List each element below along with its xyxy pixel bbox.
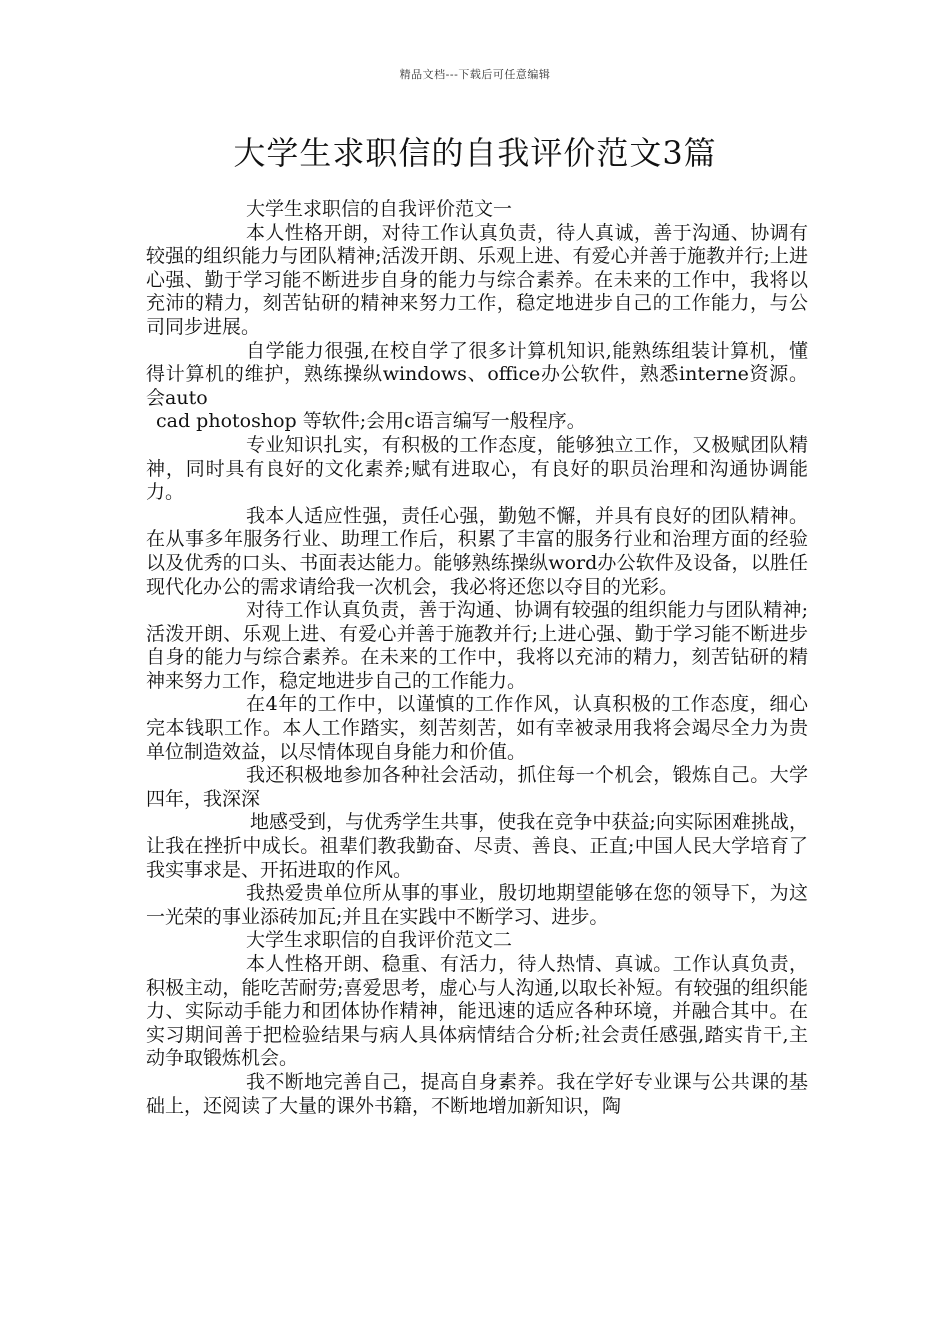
paragraph-continuation: cad photoshop 等软件;会用c语言编写一般程序。 [156, 410, 586, 433]
paragraph: 我本人适应性强，责任心强，勤勉不懈，并具有良好的团队精神。在从事多年服务行业、助理工作后，积累了丰富的服务行业和治理方面的经验以及优秀的口头、书面表达能力。能够熟练操纵word办公软件及设备，以胜任现代化办公的需求请给我一次机会，我必将还您以夺目的光彩。 [146, 504, 808, 598]
paragraph: 我不断地完善自己，提高自身素养。我在学好专业课与公共课的基础上，还阅读了大量的课外书籍，不断地增加新知识，陶 [146, 1070, 808, 1117]
paragraph: 我热爱贵单位所从事的事业，殷切地期望能够在您的领导下，为这一光荣的事业添砖加瓦;并且在实践中不断学习、进步。 [146, 882, 808, 928]
paragraph: 本人性格开朗，对待工作认真负责，待人真诚，善于沟通、协调有较强的组织能力与团队精神;活泼开朗、乐观上进、有爱心并善于施教并行;上进心强、勤于学习能不断进步自身的能力与综合素养。在未来的工作中，我将以充沛的精力，刻苦钻研的精神来努力工作，稳定地进步自己的工作能力，与公司同步进展。 [146, 221, 808, 338]
paragraph: 在4年的工作中，以谨慎的工作作风，认真积极的工作态度，细心完本钱职工作。本人工作踏实，刻苦刻苦，如有幸被录用我将会竭尽全力为贵单位制造效益，以尽情体现自身能力和价值。 [146, 693, 808, 763]
paragraph: 专业知识扎实，有积极的工作态度，能够独立工作，又极赋团队精神，同时具有良好的文化素养;赋有进取心，有良好的职员治理和沟通协调能力。 [146, 433, 808, 504]
section-heading: 大学生求职信的自我评价范文二 [246, 929, 513, 952]
document-body [146, 198, 808, 1118]
paragraph-continuation: 地感受到，与优秀学生共事，使我在竞争中获益;向实际困难挑战，让我在挫折中成长。祖辈们教我勤奋、尽责、善良、正直;中国人民大学培育了我实事求是、开拓进取的作风。 [146, 811, 808, 881]
paragraph: 我还积极地参加各种社会活动，抓住每一个机会，锻炼自己。大学四年，我深深 [146, 764, 808, 810]
document-title: 大学生求职信的自我评价范文3篇 [233, 134, 717, 172]
header-note: 精品文档---下载后可任意编辑 [399, 68, 551, 81]
paragraph: 本人性格开朗、稳重、有活力，待人热情、真诚。工作认真负责，积极主动，能吃苦耐劳;喜爱思考，虚心与人沟通,以取长补短。有较强的组织能力、实际动手能力和团体协作精神，能迅速的适应各种环境，并融合其中。在实习期间善于把检验结果与病人具体病情结合分析;社会责任感强,踏实肯干,主动争取锻炼机会。 [146, 953, 808, 1070]
section-heading: 大学生求职信的自我评价范文一 [246, 198, 513, 220]
paragraph: 自学能力很强,在校自学了很多计算机知识,能熟练组装计算机，懂得计算机的维护，熟练操纵windows、office办公软件，熟悉interne资源。会auto [146, 339, 808, 409]
paragraph: 对待工作认真负责，善于沟通、协调有较强的组织能力与团队精神;活泼开朗、乐观上进、有爱心并善于施教并行;上进心强、勤于学习能不断进步自身的能力与综合素养。在未来的工作中，我将以充沛的精力，刻苦钻研的精神来努力工作，稳定地进步自己的工作能力。 [146, 599, 808, 692]
